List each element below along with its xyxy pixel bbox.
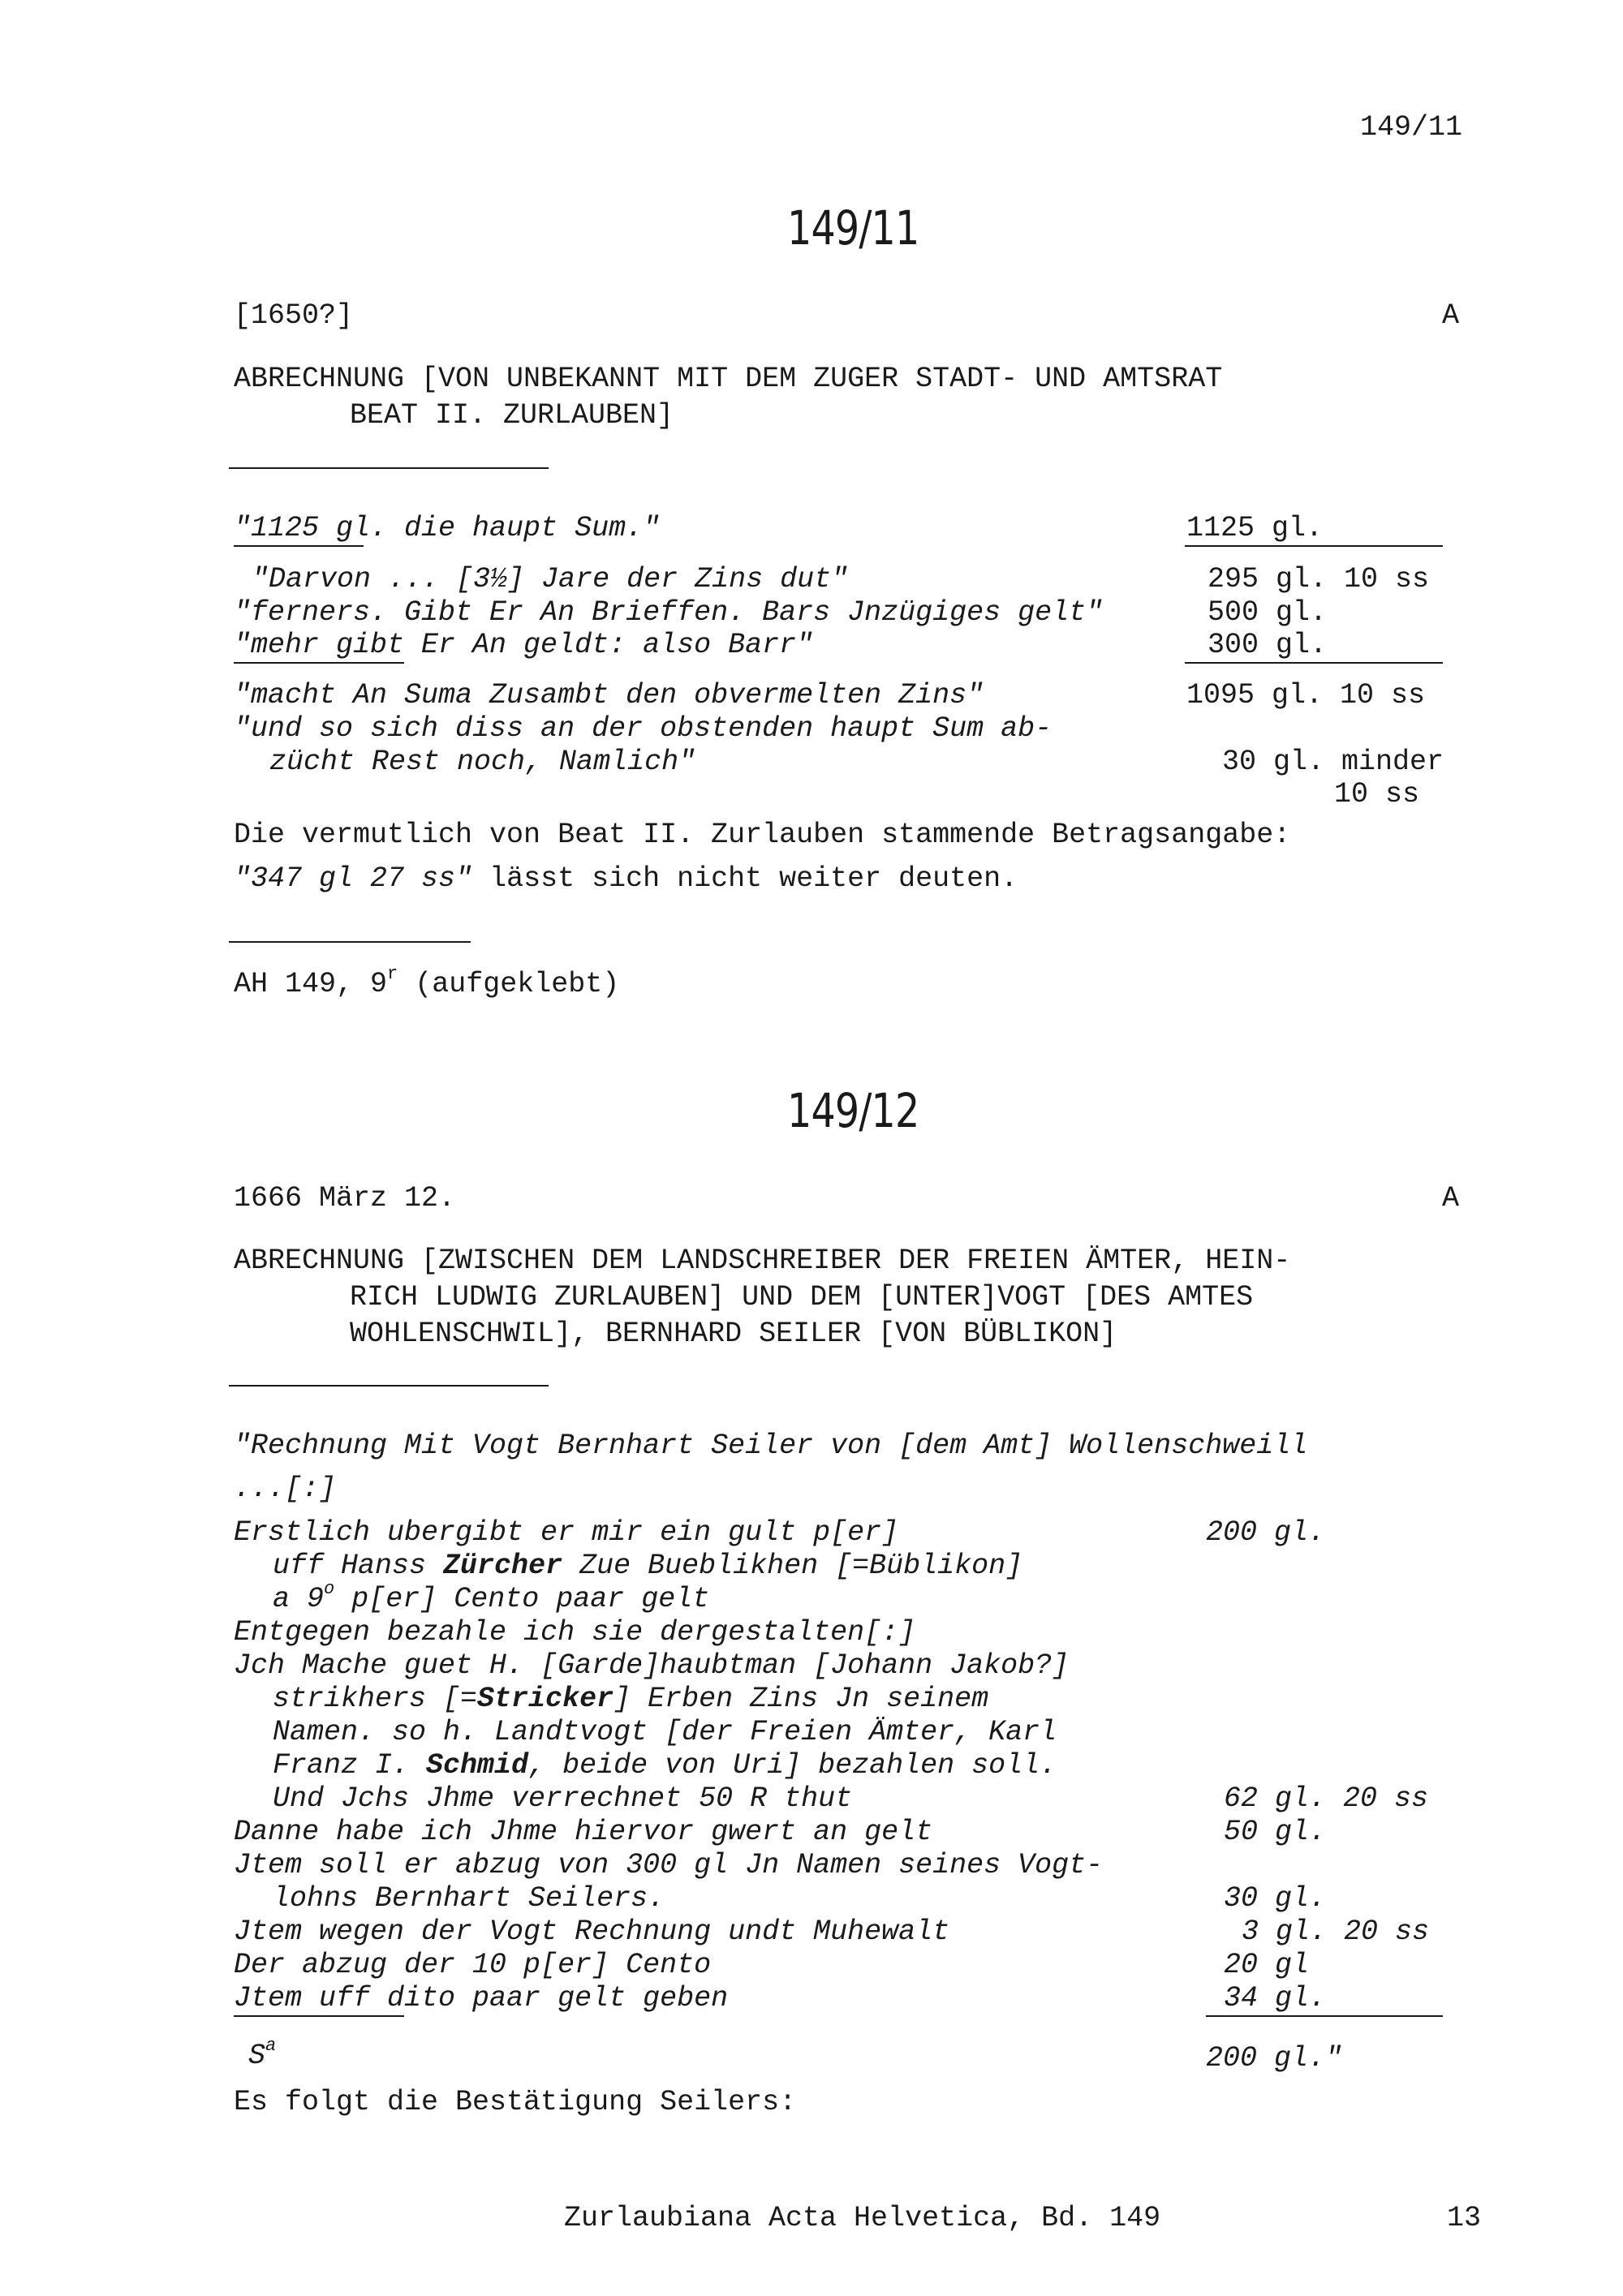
underline — [234, 2015, 404, 2017]
line-amount: 62 gl. 20 ss — [1224, 1782, 1429, 1815]
transcript-line: Der abzug der 10 p[er] Cento — [234, 1949, 712, 1981]
doc-date: 1666 März 12. — [234, 1182, 456, 1215]
footer-title: Zurlaubiana Acta Helvetica, Bd. 149 — [564, 2202, 1161, 2234]
doc-title-line: ABRECHNUNG [ZWISCHEN DEM LANDSCHREIBER DER FREIEN ÄMTER, HEIN- — [234, 1245, 1291, 1277]
note-quote: "347 gl 27 ss" — [234, 862, 473, 895]
person-name: Zürcher — [443, 1550, 563, 1582]
line-text: a 9 — [273, 1583, 325, 1615]
note-text: lässt sich nicht weiter deuten. — [472, 862, 1018, 895]
person-name: Stricker — [477, 1683, 614, 1715]
source-folio-side: r — [387, 964, 398, 984]
underline — [234, 545, 364, 547]
superscript: a — [265, 2036, 277, 2056]
line-amount: 200 gl. — [1206, 1516, 1326, 1549]
sum-label-main: S — [248, 2040, 266, 2072]
transcript-line: Jtem soll er abzug von 300 gl Jn Namen seines Vogt- — [234, 1849, 1104, 1881]
transcript-line — [273, 1552, 1022, 1580]
doc-title-line: RICH LUDWIG ZURLAUBEN] UND DEM [UNTER]VOGT [DES AMTES — [350, 1281, 1254, 1314]
transcript-line: "Rechnung Mit Vogt Bernhart Seiler von [dem Amt] Wollenschweill — [234, 1430, 1308, 1462]
sum-label — [248, 2036, 277, 2072]
line-amount: 20 gl — [1224, 1949, 1310, 1981]
transcript-line: lohns Bernhart Seilers. — [273, 1882, 665, 1915]
doc-date: [1650?] — [234, 299, 354, 332]
transcript-line: Jch Mache guet H. [Garde]haubtman [Johann Jakob?] — [234, 1649, 1070, 1682]
sum-rule — [1185, 545, 1443, 547]
transcript-line: Jtem wegen der Vogt Rechnung undt Muhewalt — [234, 1915, 950, 1948]
transcript-line: ...[:] — [234, 1473, 337, 1505]
editorial-note — [234, 862, 1018, 895]
line-text: strikhers [= — [273, 1683, 478, 1715]
editorial-note: Es folgt die Bestätigung Seilers: — [234, 2086, 797, 2118]
account-row-text: "Darvon ... [3½] Jare der Zins dut" — [252, 563, 849, 595]
transcript-line — [273, 1685, 988, 1713]
sum-rule — [1206, 2015, 1443, 2017]
section-divider — [229, 941, 471, 943]
doc-number-heading: 149/12 — [787, 1083, 919, 1138]
transcript-line — [273, 1749, 1057, 1782]
line-text: , beide von Uri] bezahlen soll. — [528, 1749, 1057, 1782]
line-amount: 30 gl. — [1224, 1882, 1327, 1915]
doc-type-marker: A — [1442, 1182, 1460, 1215]
account-row-amount: 300 gl. — [1208, 629, 1328, 661]
account-row-amount: 295 gl. 10 ss — [1208, 563, 1430, 595]
account-row-amount: 1095 gl. 10 ss — [1186, 679, 1426, 712]
line-text: Zue Bueblikhen [=Büblikon] — [562, 1550, 1023, 1582]
doc-title-line: WOHLENSCHWIL], BERNHARD SEILER [VON BÜBLIKON] — [350, 1318, 1117, 1350]
doc-number-heading: 149/11 — [787, 200, 919, 256]
line-text: ] Erben Zins Jn seinem — [613, 1683, 989, 1715]
section-divider — [229, 467, 549, 469]
doc-type-marker: A — [1442, 299, 1460, 332]
account-row-amount: 10 ss — [1334, 778, 1420, 810]
account-row-text: "ferners. Gibt Er An Brieffen. Bars Jnzügiges gelt" — [234, 596, 1104, 629]
doc-title-line: BEAT II. ZURLAUBEN] — [350, 399, 674, 432]
transcript-line: Danne habe ich Jhme hiervor gwert an gelt — [234, 1816, 933, 1848]
doc-title-line: ABRECHNUNG [VON UNBEKANNT MIT DEM ZUGER STADT- UND AMTSRAT — [234, 363, 1223, 395]
line-text: p[er] Cento paar gelt — [334, 1583, 710, 1615]
source-note: (aufgeklebt) — [398, 968, 620, 1000]
person-name: Schmid — [426, 1749, 529, 1782]
line-text: Franz I. — [273, 1749, 427, 1782]
source-reference — [234, 964, 620, 1000]
sum-amount: 200 gl." — [1206, 2042, 1343, 2075]
superscript: o — [324, 1579, 335, 1599]
transcript-line — [273, 1579, 710, 1615]
sum-rule — [1185, 662, 1443, 664]
line-amount: 34 gl. — [1224, 1982, 1327, 2014]
account-row-text: "macht An Suma Zusambt den obvermelten Zins" — [234, 679, 984, 712]
running-header: 149/11 — [1360, 111, 1463, 144]
underline — [234, 662, 404, 664]
account-row-text: "1125 gl. die haupt Sum." — [234, 512, 661, 544]
transcript-line: Entgegen bezahle ich sie dergestalten[:] — [234, 1616, 916, 1649]
page-number: 13 — [1447, 2202, 1482, 2234]
transcript-line: Namen. so h. Landtvogt [der Freien Ämter, Karl — [273, 1716, 1057, 1748]
account-row-text: "mehr gibt Er An geldt: also Barr" — [234, 629, 814, 661]
transcript-line: Und Jchs Jhme verrechnet 50 R thut — [273, 1782, 853, 1815]
transcript-line: Jtem uff dito paar gelt geben — [234, 1982, 729, 2014]
account-row-text: "und so sich diss an der obstenden haupt Sum ab- — [234, 712, 1053, 745]
line-amount: 3 gl. 20 ss — [1242, 1915, 1430, 1948]
source-signature: AH 149, 9 — [234, 968, 388, 1000]
editorial-note: Die vermutlich von Beat II. Zurlauben stammende Betragsangabe: — [234, 819, 1291, 851]
account-row-amount: 500 gl. — [1208, 596, 1328, 629]
account-row-amount: 1125 gl. — [1186, 512, 1324, 544]
account-row-amount: 30 gl. minder — [1222, 746, 1444, 778]
transcript-line: Erstlich ubergibt er mir ein gult p[er] — [234, 1516, 899, 1549]
line-amount: 50 gl. — [1224, 1816, 1327, 1848]
line-text: uff Hanss — [273, 1550, 444, 1582]
account-row-text: zücht Rest noch, Namlich" — [269, 746, 696, 778]
section-divider — [229, 1385, 549, 1387]
